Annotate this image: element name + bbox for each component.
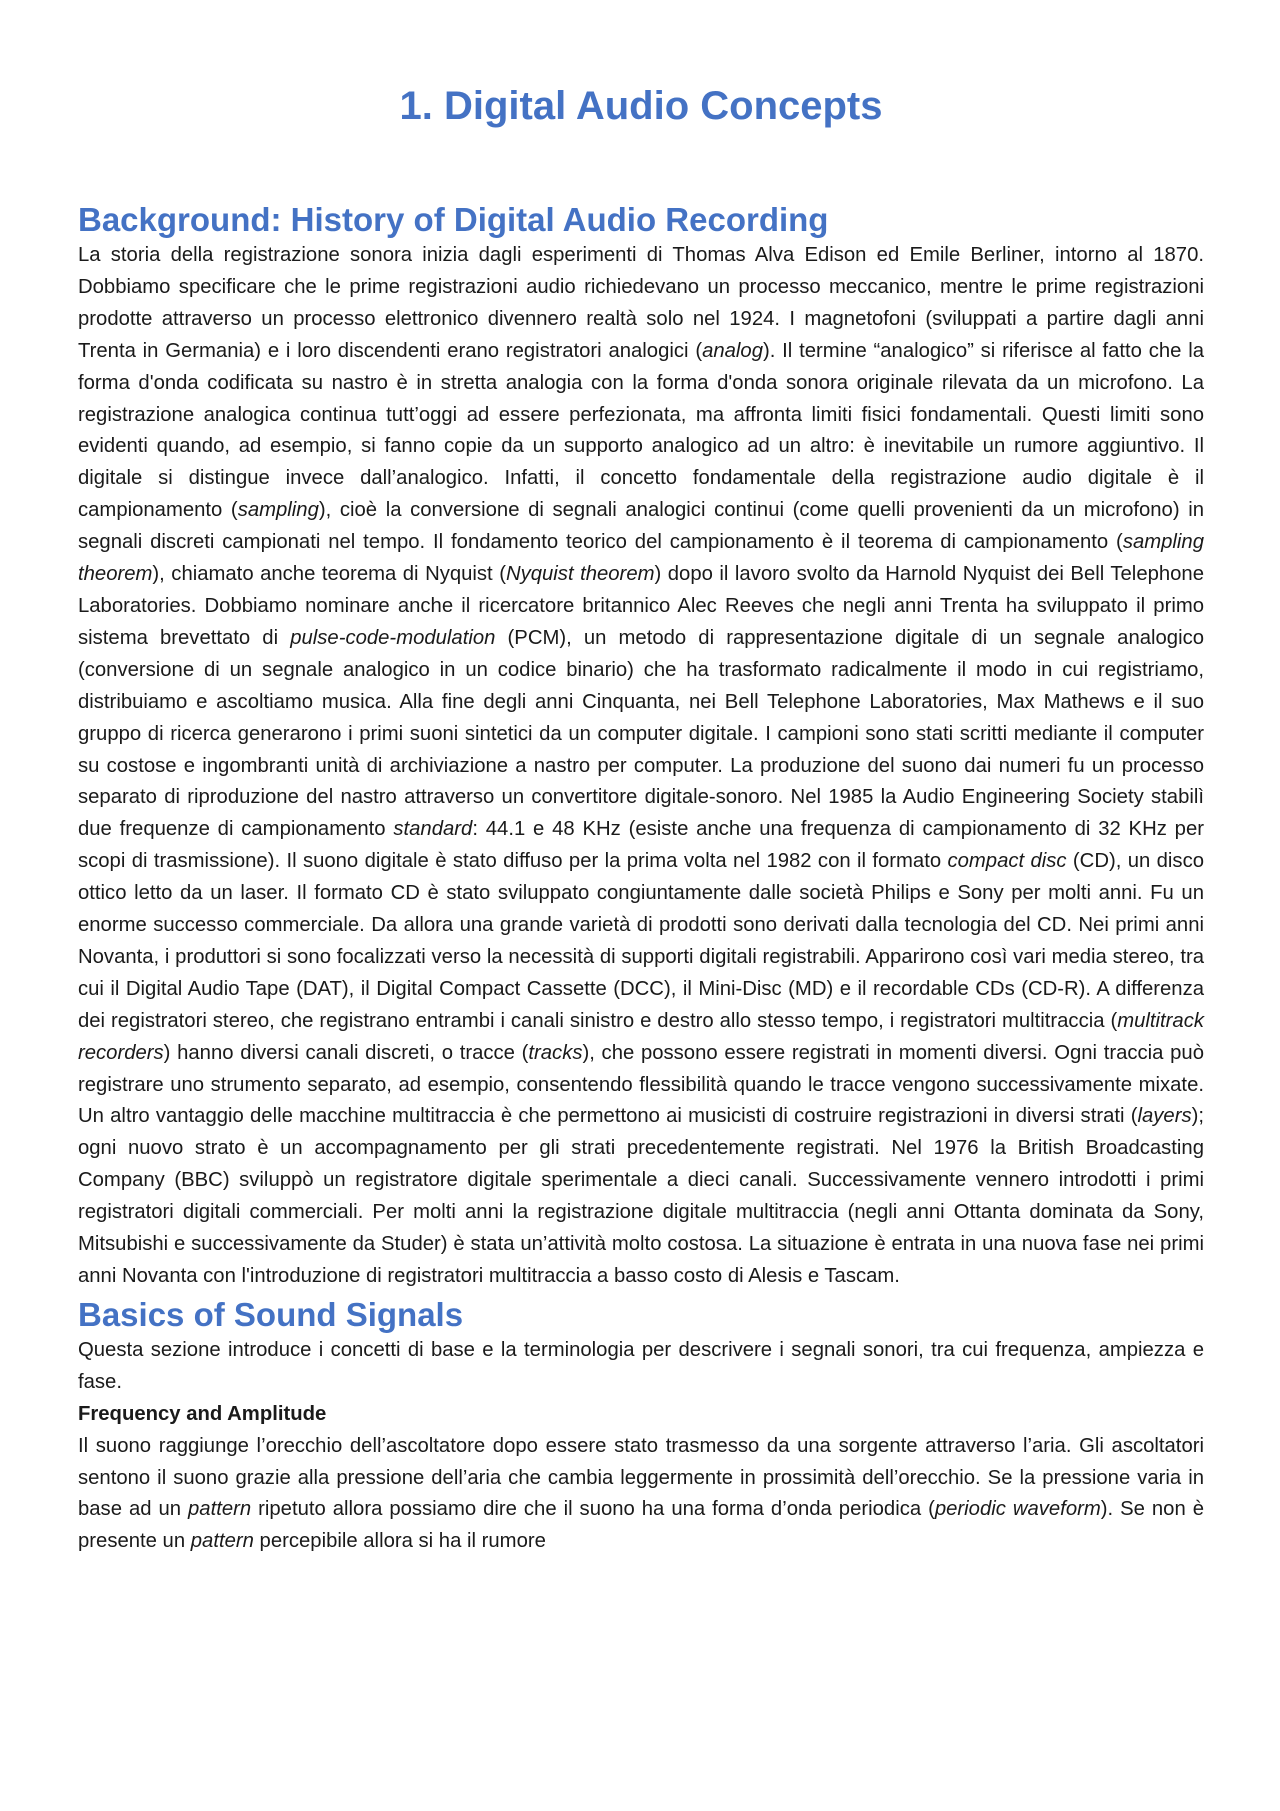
- history-paragraph: La storia della registrazione sonora inizia dagli esperimenti di Thomas Alva Edison ed Emile Berliner, intorno al 1870. Dobbiamo specificare che le prime registrazioni audio richiedevano un processo meccanico, mentre le prime registrazioni prodotte attraverso un processo elettronico divennero realtà solo nel 1924. I magnetofoni (sviluppati a partire dagli anni Trenta in Germania) e i loro discendenti erano registratori analogici (analog). Il termine “analogico” si riferisce al fatto che la forma d'onda codificata su nastro è in stretta analogia con la forma d'onda sonora originale rilevata da un microfono. La registrazione analogica continua tutt’oggi ad essere perfezionata, ma affronta limiti fisici fondamentali. Questi limiti sono evidenti quando, ad esempio, si fanno copie da un supporto analogico ad un altro: è inevitabile un rumore aggiuntivo. Il digitale si distingue invece dall’analogico. Infatti, il concetto fondamentale della registrazione audio digitale è il campionamento (sampling), cioè la conversione di segnali analogici continui (come quelli provenienti da un microfono) in segnali discreti campionati nel tempo. Il fondamento teorico del campionamento è il teorema di campionamento (sampling theorem), chiamato anche teorema di Nyquist (Nyquist theorem) dopo il lavoro svolto da Harnold Nyquist dei Bell Telephone Laboratories. Dobbiamo nominare anche il ricercatore britannico Alec Reeves che negli anni Trenta ha sviluppato il primo sistema brevettato di pulse-code-modulation (PCM), un metodo di rappresentazione digitale di un segnale analogico (conversione di un segnale analogico in un codice binario) che ha trasformato radicalmente il modo in cui registriamo, distribuiamo e ascoltiamo musica. Alla fine degli anni Cinquanta, nei Bell Telephone Laboratories, Max Mathews e il suo gruppo di ricerca generarono i primi suoni sintetici da un computer digitale. I campioni sono stati scritti mediante il computer su costose e ingombranti unità di archiviazione a nastro per computer. La produzione del suono dai numeri fu un processo separato di riproduzione del nastro attraverso un convertitore digitale-sonoro. Nel 1985 la Audio Engineering Society stabilì due frequenze di campionamento standard: 44.1 e 48 KHz (esiste anche una frequenza di campionamento di 32 KHz per scopi di trasmissione). Il suono digitale è stato diffuso per la prima volta nel 1982 con il formato compact disc (CD), un disco ottico letto da un laser. Il formato CD è stato sviluppato congiuntamente dalle società Philips e Sony per molti anni. Fu un enorme successo commerciale. Da allora una grande varietà di prodotti sono derivati dalla tecnologia del CD. Nei primi anni Novanta, i produttori si sono focalizzati verso la necessità di supporti digitali registrabili. Apparirono così vari media stereo, tra cui il Digital Audio Tape (DAT), il Digital Compact Cassette (DCC), il Mini-Disc (MD) e il recordable CDs (CD-R). A differenza dei registratori stereo, che registrano entrambi i canali sinistro e destro allo stesso tempo, i registratori multitraccia (multitrack recorders) hanno diversi canali discreti, o tracce (tracks), che possono essere registrati in momenti diversi. Ogni traccia può registrare uno strumento separato, ad esempio, consentendo flessibilità quando le tracce vengono successivamente mixate. Un altro vantaggio delle macchine multitraccia è che permettono ai musicisti di costruire registrazioni in diversi strati (layers); ogni nuovo strato è un accompagnamento per gli strati precedentemente registrati. Nel 1976 la British Broadcasting Company (BBC) sviluppò un registratore digitale sperimentale a dieci canali. Successivamente vennero introdotti i primi registratori digitali commerciali. Per molti anni la registrazione digitale multitraccia (negli anni Ottanta dominata da Sony, Mitsubishi e successivamente da Studer) è stata un’attività molto costosa. La situazione è entrata in una nuova fase nei primi anni Novanta con l'introduzione di registratori multitraccia a basso costo di Alesis e Tascam.: [78, 244, 1205, 1287]
- italic-term: pattern: [188, 1498, 252, 1521]
- subheading-frequency-amplitude: Frequency and Amplitude: [78, 1402, 327, 1425]
- document-page: [78, 80, 1204, 1558]
- section-heading-history: Background: History of Digital Audio Recording: [78, 201, 829, 238]
- frequency-paragraph: Il suono raggiunge l’orecchio dell’ascoltatore dopo essere stato trasmesso da una sorgente attraverso l’aria. Gli ascoltatori sentono il suono grazie alla pressione dell’aria che cambia leggermente in prossimità dell’orecchio. Se la pressione varia in base ad un pattern ripetuto allora possiamo dire che il suono ha una forma d’onda periodica (periodic waveform). Se non è presente un pattern percepibile allora si ha il rumore: [78, 1434, 1204, 1553]
- italic-term: sampling: [237, 499, 319, 522]
- italic-term: tracks: [528, 1041, 583, 1064]
- italic-term: Nyquist theorem: [505, 563, 655, 586]
- page-title: 1. Digital Audio Concepts: [399, 84, 883, 128]
- italic-term: multitrack recorders: [78, 1009, 1204, 1064]
- italic-term: sampling theorem: [78, 531, 1204, 586]
- italic-term: standard: [393, 818, 473, 841]
- italic-term: periodic waveform: [934, 1498, 1101, 1521]
- sound-signals-intro: Questa sezione introduce i concetti di base e la terminologia per descrivere i segnali sonori, tra cui frequenza, ampiezza e fase.: [78, 1338, 1204, 1393]
- section-heading-sound-signals: Basics of Sound Signals: [78, 1295, 464, 1333]
- italic-term: compact disc: [947, 850, 1067, 873]
- italic-term: analog: [702, 339, 763, 362]
- italic-term: pattern: [190, 1530, 254, 1553]
- italic-term: pulse-code-modulation: [290, 626, 496, 649]
- italic-term: layers: [1137, 1105, 1192, 1128]
